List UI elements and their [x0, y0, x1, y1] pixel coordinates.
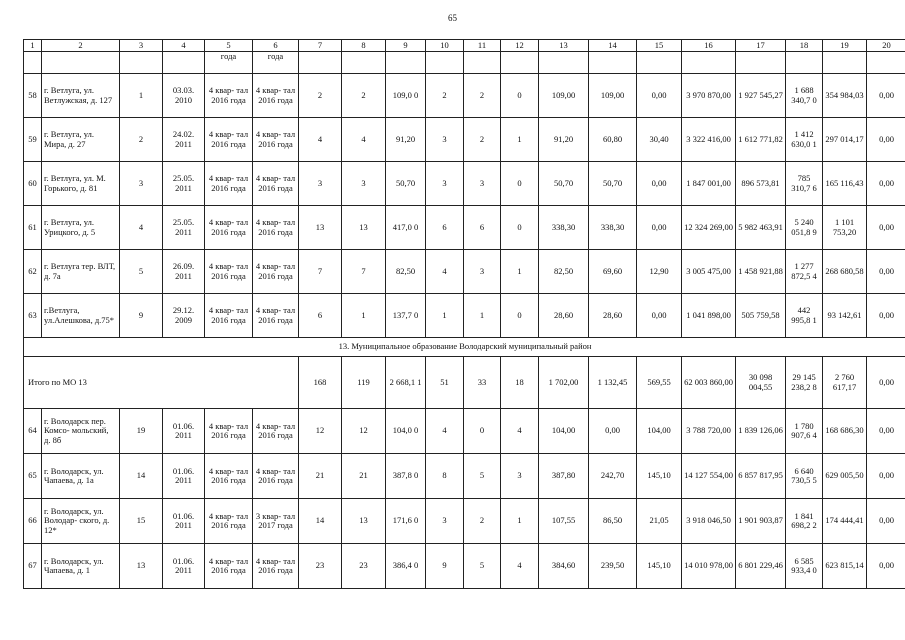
address-cell: г. Володарск, ул. Володар- ского, д. 12*	[42, 499, 120, 544]
table-cell: 1	[342, 294, 386, 338]
table-cell: 104,00	[637, 409, 682, 454]
table-cell: года	[205, 52, 253, 74]
table-cell: 67	[24, 544, 42, 589]
header-cell: 11	[464, 40, 501, 52]
table-cell	[426, 52, 464, 74]
table-cell: 91,20	[386, 118, 426, 162]
table-cell: 21	[299, 454, 342, 499]
table-cell: 4	[120, 206, 163, 250]
table-cell: 12 324 269,00	[682, 206, 736, 250]
table-cell: 0	[464, 409, 501, 454]
table-cell	[823, 52, 867, 74]
header-cell: 8	[342, 40, 386, 52]
table-cell: 3 918 046,50	[682, 499, 736, 544]
table-cell: 2	[464, 74, 501, 118]
header-row	[24, 40, 905, 52]
table-cell: 60,80	[589, 118, 637, 162]
table-cell	[386, 52, 426, 74]
header-cell: 18	[786, 40, 823, 52]
table-cell: 239,50	[589, 544, 637, 589]
table-cell: 1 612 771,82	[736, 118, 786, 162]
table-cell: 03.03. 2010	[163, 74, 205, 118]
table-cell	[342, 52, 386, 74]
table-cell	[120, 52, 163, 74]
table-cell: 93 142,61	[823, 294, 867, 338]
table-cell: 15	[120, 499, 163, 544]
table-cell: 91,20	[539, 118, 589, 162]
table-cell: 3 322 416,00	[682, 118, 736, 162]
table-cell: 7	[299, 250, 342, 294]
table-cell: 145,10	[637, 544, 682, 589]
table-cell: 2	[426, 74, 464, 118]
table-cell: 59	[24, 118, 42, 162]
total-row	[24, 357, 905, 409]
table-cell: 21	[342, 454, 386, 499]
header-cell: 20	[867, 40, 905, 52]
table-cell: 4 квар- тал 2016 года	[205, 544, 253, 589]
table-cell: 0,00	[637, 162, 682, 206]
table-cell: 1	[464, 294, 501, 338]
table-cell: 1 412 630,0 1	[786, 118, 823, 162]
header-cell: 3	[120, 40, 163, 52]
table-cell: 4 квар- тал 2016 года	[205, 454, 253, 499]
table-cell: 137,7 0	[386, 294, 426, 338]
table-cell: 01.06. 2011	[163, 544, 205, 589]
table-cell: 63	[24, 294, 42, 338]
table-cell: 86,50	[589, 499, 637, 544]
table-cell: 3	[426, 162, 464, 206]
table-cell: 0,00	[867, 250, 905, 294]
table-cell: 13	[342, 499, 386, 544]
table-cell: 62 003 860,00	[682, 357, 736, 409]
table-cell: 0,00	[867, 409, 905, 454]
table-cell: 4 квар- тал 2016 года	[253, 454, 299, 499]
table-cell: 174 444,41	[823, 499, 867, 544]
table-cell: 569,55	[637, 357, 682, 409]
table-cell: 1 688 340,7 0	[786, 74, 823, 118]
address-cell: г. Ветлуга тер. ВЛТ, д. 7а	[42, 250, 120, 294]
table-cell: 82,50	[386, 250, 426, 294]
table-cell: 21,05	[637, 499, 682, 544]
table-cell: 4 квар- тал 2016 года	[253, 206, 299, 250]
table-cell: 13	[299, 206, 342, 250]
table-cell: 145,10	[637, 454, 682, 499]
table-cell: 28,60	[589, 294, 637, 338]
table-cell: 33	[464, 357, 501, 409]
table-cell: 4	[426, 250, 464, 294]
table-cell: 4	[426, 409, 464, 454]
table-cell: 6	[464, 206, 501, 250]
address-cell: г. Володарск, ул. Чапаева, д. 1	[42, 544, 120, 589]
table-cell: 64	[24, 409, 42, 454]
table-cell: 14 010 978,00	[682, 544, 736, 589]
table-cell: 6 585 933,4 0	[786, 544, 823, 589]
table-cell: 0,00	[867, 357, 905, 409]
header-cell: 14	[589, 40, 637, 52]
table-cell: 1 927 545,27	[736, 74, 786, 118]
table-cell: 2	[464, 499, 501, 544]
table-cell: 5	[464, 544, 501, 589]
table-cell	[637, 52, 682, 74]
table-cell: 0,00	[867, 74, 905, 118]
table-cell: 1	[501, 250, 539, 294]
table-cell	[539, 52, 589, 74]
table-cell: 387,80	[539, 454, 589, 499]
table-cell: 3 квар- тал 2017 года	[253, 499, 299, 544]
table-cell: 3 970 870,00	[682, 74, 736, 118]
table-cell: 0,00	[867, 454, 905, 499]
address-cell: г. Володарск пер. Комсо- мольский, д. 8б	[42, 409, 120, 454]
table-cell	[464, 52, 501, 74]
header-cell: 2	[42, 40, 120, 52]
table-cell: 0,00	[867, 294, 905, 338]
page-number: 65	[448, 13, 457, 23]
table-cell: 28,60	[539, 294, 589, 338]
table-cell: 0	[501, 294, 539, 338]
header-cell: 17	[736, 40, 786, 52]
table-cell: 14	[120, 454, 163, 499]
table-cell: 25.05. 2011	[163, 206, 205, 250]
table-cell: 50,70	[539, 162, 589, 206]
table-cell: 109,0 0	[386, 74, 426, 118]
table-cell: 4 квар- тал 2016 года	[253, 409, 299, 454]
table-cell	[42, 52, 120, 74]
table-cell: 29 145 238,2 8	[786, 357, 823, 409]
address-cell: г. Ветлуга, ул. Ветлужская, д. 127	[42, 74, 120, 118]
table-cell	[867, 52, 905, 74]
table-cell: 1	[426, 294, 464, 338]
table-cell: 0,00	[867, 206, 905, 250]
table-cell: 3	[342, 162, 386, 206]
table-cell: 6 857 817,95	[736, 454, 786, 499]
table-cell: 1 277 872,5 4	[786, 250, 823, 294]
table-cell: 1 841 698,2 2	[786, 499, 823, 544]
header-cell: 13	[539, 40, 589, 52]
table-cell: 2 668,1 1	[386, 357, 426, 409]
header-cell: 9	[386, 40, 426, 52]
table-cell: 1	[501, 499, 539, 544]
table-cell: 2	[342, 74, 386, 118]
table-cell: 4 квар- тал 2016 года	[253, 162, 299, 206]
table-cell	[589, 52, 637, 74]
table-cell: 50,70	[386, 162, 426, 206]
table-cell	[299, 52, 342, 74]
table-cell: 12,90	[637, 250, 682, 294]
table-cell: 119	[342, 357, 386, 409]
table-cell: 58	[24, 74, 42, 118]
table-cell: 0,00	[867, 499, 905, 544]
table-cell: 01.06. 2011	[163, 409, 205, 454]
table-cell: 165 116,43	[823, 162, 867, 206]
table-cell: 0,00	[589, 409, 637, 454]
table-cell	[786, 52, 823, 74]
address-cell: г. Ветлуга, ул. М. Горького, д. 81	[42, 162, 120, 206]
table-cell: 109,00	[539, 74, 589, 118]
section-title: 13. Муниципальное образование Володарский муниципальный район	[24, 338, 905, 357]
table-cell: 2	[299, 74, 342, 118]
table-cell: 168 686,30	[823, 409, 867, 454]
table-cell: 62	[24, 250, 42, 294]
header-cell: 4	[163, 40, 205, 52]
table-cell: 4 квар- тал 2016 года	[253, 250, 299, 294]
table-row	[24, 294, 905, 338]
table-cell: 4 квар- тал 2016 года	[205, 499, 253, 544]
table-cell: 5	[120, 250, 163, 294]
table-cell: 1 780 907,6 4	[786, 409, 823, 454]
header-cell: 19	[823, 40, 867, 52]
table-cell: 2 760 617,17	[823, 357, 867, 409]
table-cell: 4 квар- тал 2016 года	[253, 118, 299, 162]
table-cell: 4 квар- тал 2016 года	[253, 294, 299, 338]
address-cell: г.Ветлуга, ул.Алешкова, д.75*	[42, 294, 120, 338]
table-row	[24, 454, 905, 499]
header-cell: 16	[682, 40, 736, 52]
table-cell: 4 квар- тал 2016 года	[253, 544, 299, 589]
table-cell: 896 573,81	[736, 162, 786, 206]
table-cell: 387,8 0	[386, 454, 426, 499]
table-cell: 623 815,14	[823, 544, 867, 589]
table-row	[24, 499, 905, 544]
table-cell: 3	[426, 118, 464, 162]
table-cell: 104,00	[539, 409, 589, 454]
table-cell: 1 132,45	[589, 357, 637, 409]
table-cell: 0,00	[637, 74, 682, 118]
table-cell: 30,40	[637, 118, 682, 162]
table-cell: 5 240 051,8 9	[786, 206, 823, 250]
table-cell: 9	[120, 294, 163, 338]
header-cell: 7	[299, 40, 342, 52]
table-cell: 417,0 0	[386, 206, 426, 250]
table-cell: 6 801 229,46	[736, 544, 786, 589]
table-cell: 384,60	[539, 544, 589, 589]
table-cell: 14	[299, 499, 342, 544]
table-cell: 4	[342, 118, 386, 162]
table-cell: 0	[501, 162, 539, 206]
table-cell	[501, 52, 539, 74]
table-cell: 3 788 720,00	[682, 409, 736, 454]
table-cell: 1	[501, 118, 539, 162]
table-cell: 107,55	[539, 499, 589, 544]
table-cell: 50,70	[589, 162, 637, 206]
table-row	[24, 544, 905, 589]
table-cell: 13	[120, 544, 163, 589]
table-cell: 3	[426, 499, 464, 544]
table-cell: 66	[24, 499, 42, 544]
table-cell: 19	[120, 409, 163, 454]
housing-table	[23, 39, 905, 589]
table-cell: 268 680,58	[823, 250, 867, 294]
table-cell	[24, 52, 42, 74]
continuation-row	[24, 52, 905, 74]
header-cell: 1	[24, 40, 42, 52]
table-cell: 26.09. 2011	[163, 250, 205, 294]
table-cell: 629 005,50	[823, 454, 867, 499]
header-cell: 12	[501, 40, 539, 52]
table-cell: 4 квар- тал 2016 года	[205, 409, 253, 454]
table-cell: 51	[426, 357, 464, 409]
table-cell: 4 квар- тал 2016 года	[205, 250, 253, 294]
table-cell: 4	[501, 409, 539, 454]
table-row	[24, 250, 905, 294]
table-cell: 4 квар- тал 2016 года	[205, 206, 253, 250]
table-cell: 0,00	[867, 118, 905, 162]
address-cell: г. Володарск, ул. Чапаева, д. 1а	[42, 454, 120, 499]
table-cell: 1 901 903,87	[736, 499, 786, 544]
table-cell: 1	[120, 74, 163, 118]
table-cell: 168	[299, 357, 342, 409]
table-cell: 9	[426, 544, 464, 589]
table-cell: 0,00	[867, 162, 905, 206]
table-cell: 23	[342, 544, 386, 589]
address-cell: г. Ветлуга, ул. Урицкого, д. 5	[42, 206, 120, 250]
table-cell: 25.05. 2011	[163, 162, 205, 206]
table-cell: 01.06. 2011	[163, 499, 205, 544]
table-cell: 1 041 898,00	[682, 294, 736, 338]
table-cell: 0	[501, 206, 539, 250]
table-cell: 4 квар- тал 2016 года	[253, 74, 299, 118]
table-cell: 3	[299, 162, 342, 206]
table-cell: 0,00	[637, 206, 682, 250]
table-cell: 6 640 730,5 5	[786, 454, 823, 499]
total-label: Итого по МО 13	[24, 357, 299, 409]
table-cell: 13	[342, 206, 386, 250]
table-cell: 12	[299, 409, 342, 454]
table-cell: 109,00	[589, 74, 637, 118]
header-cell: 10	[426, 40, 464, 52]
table-cell: 5 982 463,91	[736, 206, 786, 250]
table-row	[24, 74, 905, 118]
table-cell: 338,30	[539, 206, 589, 250]
table-cell: 0	[501, 74, 539, 118]
table-cell: 65	[24, 454, 42, 499]
table-cell: 785 310,7 6	[786, 162, 823, 206]
table-cell	[682, 52, 736, 74]
table-row	[24, 162, 905, 206]
table-cell: 8	[426, 454, 464, 499]
table-cell: 1 847 001,00	[682, 162, 736, 206]
section-row	[24, 338, 905, 357]
table-cell: 4	[501, 544, 539, 589]
table-cell: 24.02. 2011	[163, 118, 205, 162]
table-cell: 171,6 0	[386, 499, 426, 544]
header-cell: 5	[205, 40, 253, 52]
table-row	[24, 409, 905, 454]
table-cell: года	[253, 52, 299, 74]
table-cell: 386,4 0	[386, 544, 426, 589]
table-cell: 23	[299, 544, 342, 589]
table-cell: 82,50	[539, 250, 589, 294]
table-cell: 0,00	[637, 294, 682, 338]
table-cell: 69,60	[589, 250, 637, 294]
table-cell: 2	[120, 118, 163, 162]
header-cell: 15	[637, 40, 682, 52]
table-cell	[736, 52, 786, 74]
table-cell: 3 005 475,00	[682, 250, 736, 294]
table-cell: 0,00	[867, 544, 905, 589]
table-cell: 1 839 126,06	[736, 409, 786, 454]
table-cell: 29.12. 2009	[163, 294, 205, 338]
table-cell: 4	[299, 118, 342, 162]
table-cell: 01.06. 2011	[163, 454, 205, 499]
table-cell: 4 квар- тал 2016 года	[205, 118, 253, 162]
table-cell: 7	[342, 250, 386, 294]
table-cell: 1 702,00	[539, 357, 589, 409]
table-cell: 14 127 554,00	[682, 454, 736, 499]
table-cell: 60	[24, 162, 42, 206]
table-cell: 3	[120, 162, 163, 206]
table-cell: 12	[342, 409, 386, 454]
table-cell: 5	[464, 454, 501, 499]
table-cell	[163, 52, 205, 74]
address-cell: г. Ветлуга, ул. Мира, д. 27	[42, 118, 120, 162]
table-cell: 505 759,58	[736, 294, 786, 338]
table-cell: 18	[501, 357, 539, 409]
table-cell: 30 098 004,55	[736, 357, 786, 409]
table-cell: 6	[426, 206, 464, 250]
table-row	[24, 206, 905, 250]
table-cell: 242,70	[589, 454, 637, 499]
table-cell: 3	[464, 250, 501, 294]
table-cell: 4 квар- тал 2016 года	[205, 294, 253, 338]
table-cell: 297 014,17	[823, 118, 867, 162]
table-cell: 4 квар- тал 2016 года	[205, 162, 253, 206]
table-cell: 3	[464, 162, 501, 206]
table-cell: 1 458 921,88	[736, 250, 786, 294]
table-cell: 104,0 0	[386, 409, 426, 454]
table-cell: 3	[501, 454, 539, 499]
table-cell: 442 995,8 1	[786, 294, 823, 338]
table-row	[24, 118, 905, 162]
table-cell: 338,30	[589, 206, 637, 250]
table-cell: 354 984,03	[823, 74, 867, 118]
table-cell: 1 101 753,20	[823, 206, 867, 250]
header-cell: 6	[253, 40, 299, 52]
table-cell: 6	[299, 294, 342, 338]
table-cell: 61	[24, 206, 42, 250]
table-cell: 2	[464, 118, 501, 162]
table-cell: 4 квар- тал 2016 года	[205, 74, 253, 118]
